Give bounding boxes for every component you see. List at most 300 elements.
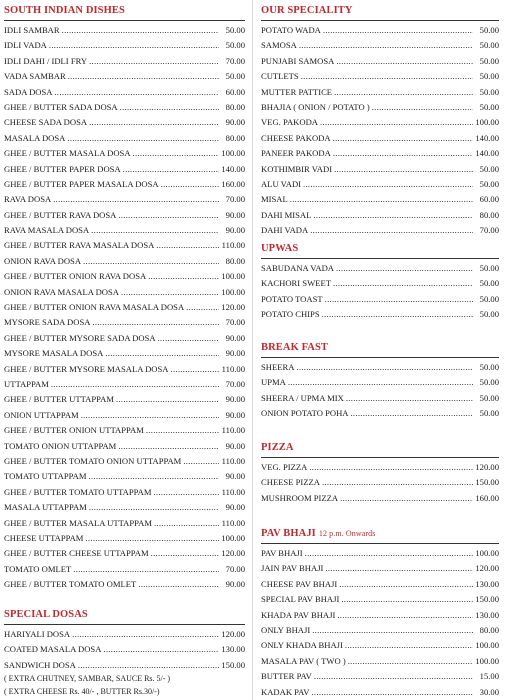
menu-item-name: GHEE / BUTTER SADA DOSA: [4, 101, 118, 112]
dot-leader: [299, 38, 473, 53]
dot-leader: [310, 223, 473, 238]
menu-item: [4, 238, 245, 253]
menu-item-price: 100.00: [221, 286, 245, 297]
menu-item: [4, 362, 245, 377]
menu-item-name: KOTHIMBIR VADI: [261, 163, 333, 174]
menu-item-price: 140.00: [475, 132, 499, 143]
menu-item-price: 50.00: [479, 408, 499, 419]
menu-item: [4, 285, 245, 300]
menu-item-name: MISAL: [261, 194, 288, 205]
menu-item-price: 120.00: [221, 548, 245, 559]
dot-leader: [339, 577, 473, 592]
section-break-fast: [261, 339, 499, 422]
menu-item: [261, 360, 499, 375]
menu-item-price: 140.00: [475, 148, 499, 159]
dot-leader: [340, 491, 473, 506]
menu-item-price: 110.00: [221, 517, 245, 528]
menu-item-name: GHEE / BUTTER ONION RAVA MASALA DOSA: [4, 302, 185, 313]
dot-leader: [341, 592, 473, 607]
menu-item-price: 60.00: [225, 86, 245, 97]
menu-item-name: PAV BHAJI: [261, 548, 303, 558]
section-rule: [261, 457, 499, 458]
menu-item-price: 100.00: [475, 117, 499, 128]
menu-item-price: 50.00: [225, 40, 245, 51]
dot-leader: [151, 546, 219, 561]
dot-leader: [54, 85, 219, 100]
dot-leader: [320, 115, 473, 130]
dot-leader: [73, 562, 219, 577]
menu-item-price: 120.00: [475, 462, 499, 472]
menu-item: [4, 642, 245, 657]
menu-item: [261, 654, 499, 669]
menu-item-price: 150.00: [221, 659, 245, 670]
menu-item: [4, 408, 245, 423]
dot-leader: [186, 300, 219, 315]
menu-item: [261, 85, 499, 100]
dot-leader: [123, 162, 219, 177]
section-title: PIZZA: [261, 442, 294, 453]
section-heading: [261, 339, 499, 357]
menu-item-name: VADA SAMBAR: [4, 71, 66, 82]
section-pizza: [261, 439, 499, 506]
menu-item-price: 90.00: [225, 225, 245, 236]
menu-item: [261, 208, 499, 223]
dot-leader: [138, 577, 219, 592]
menu-item-price: 130.00: [221, 644, 245, 655]
dot-leader: [154, 485, 220, 500]
menu-item-price: 70.00: [225, 55, 245, 66]
menu-item: [4, 38, 245, 53]
menu-item-name: SAMOSA: [261, 40, 297, 51]
menu-item: [4, 131, 245, 146]
menu-item-price: 50.00: [225, 71, 245, 82]
menu-item-name: ALU VADI: [261, 178, 302, 189]
menu-item: [4, 469, 245, 484]
menu-item-price: 70.00: [225, 563, 245, 574]
dot-leader: [333, 146, 473, 161]
dot-leader: [121, 285, 219, 300]
menu-item-price: 110.00: [221, 425, 245, 436]
dot-leader: [337, 608, 473, 623]
menu-item: [261, 577, 499, 592]
menu-item-name: BHAJIA ( ONION / POTATO ): [261, 101, 370, 112]
menu-item: [4, 177, 245, 192]
dot-leader: [158, 331, 219, 346]
dot-leader: [81, 408, 219, 423]
dot-leader: [120, 100, 219, 115]
menu-item-name: MASALA UTTAPPAM: [4, 502, 87, 513]
menu-item-price: 80.00: [225, 101, 245, 112]
menu-item-name: BUTTER PAV: [261, 671, 312, 682]
dot-leader: [333, 276, 473, 291]
menu-item: [4, 146, 245, 161]
menu-item-price: 90.00: [225, 471, 245, 482]
dot-leader: [372, 100, 473, 115]
menu-item: [4, 627, 245, 642]
menu-item-name: IDLI SAMBAR: [4, 25, 60, 35]
menu-item-name: CHEESE PAKODA: [261, 132, 331, 143]
menu-item-name: UPMA: [261, 377, 286, 388]
menu-item-name: HARIYALI DOSA: [4, 629, 71, 639]
menu-item: [261, 192, 499, 207]
menu-item-name: CHEESE PAV BHAJI: [261, 578, 338, 589]
menu-item-name: MUSHROOM PIZZA: [261, 492, 339, 503]
menu-item-price: 80.00: [479, 624, 499, 635]
section-rule: [4, 624, 245, 625]
dot-leader: [53, 192, 219, 207]
menu-item: [261, 292, 499, 307]
menu-item-name: ONION UTTAPPAM: [4, 409, 79, 420]
dot-leader: [301, 69, 473, 84]
menu-item-name: GHEE / BUTTER RAVA DOSA: [4, 209, 117, 220]
menu-item: [261, 69, 499, 84]
menu-item-name: ONLY BHAJI: [261, 624, 311, 635]
dot-leader: [62, 23, 219, 38]
dot-leader: [103, 642, 219, 657]
dot-leader: [183, 454, 219, 469]
menu-item-price: 150.00: [475, 477, 499, 488]
menu-item-price: 50.00: [479, 377, 499, 388]
menu-item-name: UTTAPPAM: [4, 378, 49, 389]
menu-item-price: 110.00: [221, 363, 245, 374]
menu-item: [261, 638, 499, 653]
dot-leader: [91, 223, 219, 238]
menu-item-name: POTATO CHIPS: [261, 309, 320, 320]
dot-leader: [290, 192, 473, 207]
menu-item: [261, 38, 499, 53]
menu-note: ( EXTRA CHEESE Rs. 40/- , BUTTER Rs.30/-): [4, 686, 160, 696]
section-heading: [261, 525, 499, 543]
menu-item-name: GHEE / BUTTER TOMATO ONION UTTAPPAM: [4, 455, 182, 466]
menu-item: [261, 131, 499, 146]
menu-item-name: PUNJABI SAMOSA: [261, 55, 335, 66]
menu-item-name: CHEESE UTTAPPAM: [4, 532, 84, 543]
dot-leader: [83, 254, 219, 269]
dot-leader: [346, 391, 473, 406]
menu-item-price: 100.00: [221, 148, 245, 159]
menu-item-price: 90.00: [225, 209, 245, 220]
menu-item-name: GHEE / BUTTER MYSORE MASALA DOSA: [4, 363, 169, 374]
menu-item: [261, 261, 499, 276]
menu-item-name: GHEE / BUTTER PAPER MASALA DOSA: [4, 178, 159, 189]
dot-leader: [314, 669, 473, 684]
menu-item: [4, 54, 245, 69]
menu-item-name: VEG. PAKODA: [261, 117, 318, 128]
menu-item-name: MUTTER PATTICE: [261, 86, 333, 97]
menu-item-price: 50.00: [479, 101, 499, 112]
menu-item: [4, 562, 245, 577]
menu-item-price: 110.00: [221, 240, 245, 251]
dot-leader: [322, 307, 473, 322]
menu-item-name: MASALA DOSA: [4, 132, 66, 143]
menu-item-price: 90.00: [225, 117, 245, 128]
menu-item-name: POTATO TOAST: [261, 293, 323, 304]
section-heading: [261, 240, 499, 258]
menu-item-price: 50.00: [479, 278, 499, 289]
section-heading: [4, 606, 245, 624]
menu-item-name: ONLY KHADA BHAJI: [261, 640, 343, 651]
menu-item-price: 120.00: [475, 563, 499, 574]
menu-item: [4, 85, 245, 100]
menu-item-name: PANEER PAKODA: [261, 148, 331, 159]
section-heading: [261, 2, 499, 20]
menu-item: [4, 516, 245, 531]
menu-item-price: 50.00: [479, 25, 499, 35]
menu-item-price: 100.00: [221, 532, 245, 543]
menu-item-price: 50.00: [479, 263, 499, 273]
menu-item: [261, 54, 499, 69]
section-rule: [4, 20, 245, 21]
menu-item: [4, 531, 245, 546]
menu-note: ( EXTRA CHUTNEY, SAMBAR, SAUCE Rs. 5/- ): [4, 674, 171, 684]
menu-item: [261, 100, 499, 115]
menu-item-name: TOMATO UTTAPPAM: [4, 471, 87, 482]
menu-item-price: 50.00: [479, 362, 499, 372]
menu-item-name: SHEERA / UPMA MIX: [261, 392, 344, 403]
menu-item: [261, 669, 499, 684]
menu-item-name: SPECIAL PAV BHAJI: [261, 594, 340, 605]
menu-item-name: GHEE / BUTTER ONION RAVA DOSA: [4, 271, 147, 282]
menu-item-name: TOMATO OMLET: [4, 563, 72, 574]
section-south-indian-dishes: [4, 2, 245, 592]
menu-item: [261, 561, 499, 576]
dot-leader: [305, 546, 473, 561]
menu-item-price: 90.00: [225, 394, 245, 405]
dot-leader: [116, 392, 219, 407]
menu-item: [261, 475, 499, 490]
menu-item: [4, 658, 245, 673]
dot-leader: [154, 516, 219, 531]
menu-item-price: 160.00: [221, 178, 245, 189]
section-rule: [261, 357, 499, 358]
menu-item-price: 110.00: [221, 486, 245, 497]
menu-item-price: 90.00: [225, 440, 245, 451]
menu-item-price: 100.00: [475, 548, 499, 558]
menu-item: [261, 491, 499, 506]
menu-item-name: CUTLETS: [261, 71, 299, 82]
menu-item: [261, 23, 499, 38]
dot-leader: [67, 131, 219, 146]
menu-item-price: 90.00: [225, 332, 245, 343]
menu-item-name: GHEE / BUTTER UTTAPPAM: [4, 394, 115, 405]
menu-item: [4, 192, 245, 207]
menu-item-name: KACHORI SWEET: [261, 278, 331, 289]
menu-item-name: GHEE / BUTTER PAPER DOSA: [4, 163, 121, 174]
dot-leader: [323, 23, 473, 38]
menu-item-name: GHEE / BUTTER ONION UTTAPPAM: [4, 425, 144, 436]
menu-item: [261, 375, 499, 390]
menu-item-price: 110.00: [221, 455, 245, 466]
menu-item-price: 30.00: [479, 686, 499, 697]
menu-item-price: 130.00: [475, 578, 499, 589]
dot-leader: [288, 375, 473, 390]
menu-item-name: TOMATO ONION UTTAPPAM: [4, 440, 117, 451]
menu-item-price: 50.00: [479, 86, 499, 97]
menu-item: [261, 223, 499, 238]
dot-leader: [89, 115, 219, 130]
menu-item-price: 100.00: [221, 271, 245, 282]
section-rule: [261, 543, 499, 544]
section-heading: [261, 439, 499, 457]
dot-leader: [336, 261, 473, 276]
menu-item-name: SHEERA: [261, 362, 295, 372]
dot-leader: [89, 54, 219, 69]
section-pav-bhaji: [261, 525, 499, 700]
menu-item-name: ONION RAVA DOSA: [4, 255, 82, 266]
menu-item: [4, 208, 245, 223]
menu-item-price: 50.00: [479, 309, 499, 320]
menu-item: [261, 623, 499, 638]
menu-item: [261, 146, 499, 161]
menu-item-price: 120.00: [221, 629, 245, 639]
menu-item-price: 50.00: [479, 163, 499, 174]
dot-leader: [49, 38, 219, 53]
section-special-dosas: [4, 606, 245, 698]
dot-leader: [334, 85, 473, 100]
menu-item-name: VEG. PIZZA: [261, 462, 308, 472]
menu-item-price: 50.00: [479, 392, 499, 403]
menu-item-price: 80.00: [479, 209, 499, 220]
dot-leader: [105, 346, 219, 361]
dot-leader: [92, 315, 219, 330]
menu-item-price: 130.00: [475, 609, 499, 620]
menu-item: [4, 485, 245, 500]
menu-item: [261, 115, 499, 130]
dot-leader: [350, 406, 473, 421]
dot-leader: [171, 362, 220, 377]
menu-item-price: 15.00: [479, 671, 499, 682]
menu-item-price: 70.00: [225, 378, 245, 389]
section-title: BREAK FAST: [261, 342, 329, 353]
menu-item-name: ONION RAVA MASALA DOSA: [4, 286, 120, 297]
menu-item: [4, 100, 245, 115]
menu-item-name: COATED MASALA DOSA: [4, 644, 102, 655]
menu-item: [4, 69, 245, 84]
menu-item-price: 70.00: [225, 194, 245, 205]
menu-item-price: 90.00: [225, 409, 245, 420]
menu-item-price: 160.00: [475, 492, 499, 503]
dot-leader: [68, 69, 219, 84]
menu-item: [4, 269, 245, 284]
menu-item-name: GHEE / BUTTER TOMATO OMLET: [4, 579, 137, 590]
menu-item: [4, 254, 245, 269]
menu-item: [4, 546, 245, 561]
menu-item-name: RAVA MASALA DOSA: [4, 225, 90, 236]
menu-item-name: GHEE / BUTTER MYSORE SADA DOSA: [4, 332, 156, 343]
section-upwas: [261, 240, 499, 323]
dot-leader: [336, 54, 473, 69]
menu-item-name: DAHI VADA: [261, 225, 309, 236]
menu-item-price: 50.00: [479, 178, 499, 189]
menu-item-name: IDLI VADA: [4, 40, 47, 51]
section-title: OUR SPECIALITY: [261, 5, 353, 16]
menu-item-price: 60.00: [479, 194, 499, 205]
menu-item: [261, 391, 499, 406]
menu-item-price: 90.00: [225, 579, 245, 590]
section-title: UPWAS: [261, 243, 299, 254]
dot-leader: [325, 292, 473, 307]
menu-item-price: 100.00: [475, 655, 499, 666]
dot-leader: [161, 177, 219, 192]
menu-item-price: 50.00: [479, 293, 499, 304]
menu-item-name: IDLI DAHI / IDLI FRY: [4, 55, 88, 66]
menu-item: [4, 331, 245, 346]
menu-item-price: 80.00: [225, 255, 245, 266]
menu-item-name: GHEE / BUTTER MASALA DOSA: [4, 148, 131, 159]
menu-item-name: GHEE / BUTTER CHEESE UTTAPPAM: [4, 548, 149, 559]
menu-item: [4, 423, 245, 438]
menu-item: [261, 546, 499, 561]
section-heading: [4, 2, 245, 20]
menu-item: [4, 577, 245, 592]
menu-item-price: 80.00: [225, 132, 245, 143]
section-our-speciality: [261, 2, 499, 238]
dot-leader: [311, 685, 473, 700]
menu-item: [261, 276, 499, 291]
menu-item-name: CHEESE PIZZA: [261, 477, 320, 488]
menu-item: [4, 454, 245, 469]
menu-item-price: 50.00: [479, 55, 499, 66]
menu-item-price: 150.00: [475, 594, 499, 605]
menu-item-name: MASALA PAV ( TWO ): [261, 655, 346, 666]
dot-leader: [303, 177, 473, 192]
dot-leader: [156, 238, 219, 253]
menu-item-price: 120.00: [221, 302, 245, 313]
menu-item-price: 50.00: [479, 40, 499, 51]
column-divider: [252, 0, 253, 700]
menu-item: [4, 439, 245, 454]
dot-leader: [88, 469, 219, 484]
dot-leader: [118, 208, 219, 223]
menu-item-price: 70.00: [225, 317, 245, 328]
menu-item: [4, 346, 245, 361]
menu-item: [4, 500, 245, 515]
menu-item-price: 90.00: [225, 348, 245, 359]
dot-leader: [322, 475, 473, 490]
dot-leader: [312, 623, 473, 638]
menu-item: [261, 608, 499, 623]
menu-item-name: MYSORE SADA DOSA: [4, 317, 91, 328]
menu-item: [261, 460, 499, 475]
menu-item-price: 70.00: [479, 225, 499, 236]
dot-leader: [85, 531, 219, 546]
dot-leader: [148, 269, 219, 284]
menu-item: [261, 592, 499, 607]
dot-leader: [51, 377, 219, 392]
menu-item-name: JAIN PAV BHAJI: [261, 563, 324, 574]
menu-item-name: DAHI MISAL: [261, 209, 312, 220]
dot-leader: [333, 131, 473, 146]
dot-leader: [89, 500, 219, 515]
menu-item: [4, 115, 245, 130]
menu-item: [4, 392, 245, 407]
menu-item-name: SANDWICH DOSA: [4, 659, 76, 670]
dot-leader: [313, 208, 473, 223]
menu-item-name: KHADA PAV BHAJI: [261, 609, 336, 620]
menu-item-name: GHEE / BUTTER RAVA MASALA DOSA: [4, 240, 155, 251]
section-title: PAV BHAJI: [261, 528, 316, 539]
menu-item-name: SADA DOSA: [4, 86, 53, 97]
section-rule: [261, 20, 499, 21]
dot-leader: [348, 654, 473, 669]
dot-leader: [296, 360, 473, 375]
menu-item-price: 140.00: [221, 163, 245, 174]
dot-leader: [334, 162, 473, 177]
dot-leader: [78, 658, 219, 673]
dot-leader: [345, 638, 473, 653]
menu-item-name: ONION POTATO POHA: [261, 408, 349, 419]
section-rule: [261, 258, 499, 259]
